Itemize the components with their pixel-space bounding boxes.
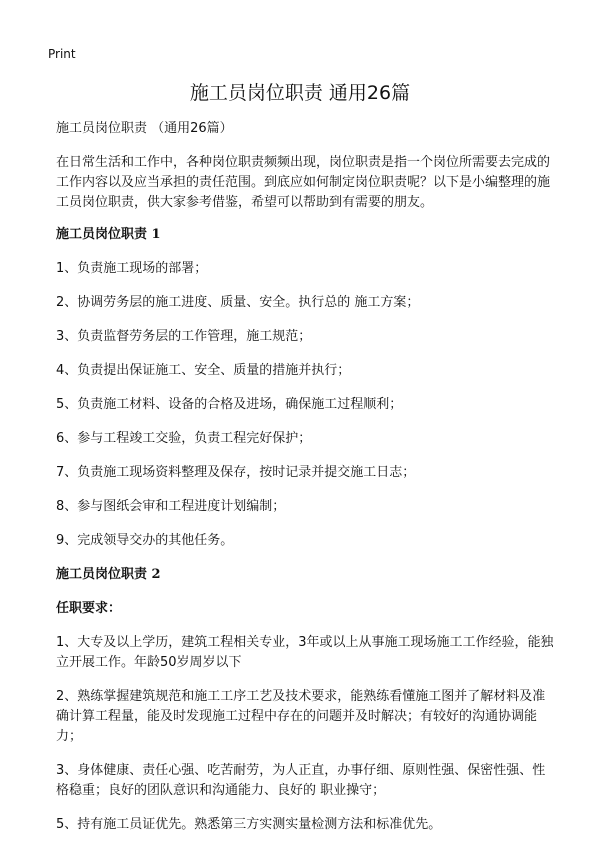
duty-item: 1、负责施工现场的部署； (56, 261, 208, 276)
duty-item: 9、完成领导交办的其他任务。 (56, 533, 234, 548)
document-title: 施工员岗位职责 通用26篇 (189, 82, 411, 104)
requirement-item: 2、熟练掌握建筑规范和施工工序工艺及技术要求，能熟练看懂施工图并了解材料及准确计算工程量，能及时发现施工过程中存在的问题并及时解决；有较好的沟通协调能力； (56, 689, 546, 744)
section-2-heading: 施工员岗位职责 2 (56, 567, 161, 582)
requirement-item: 5、持有施工员证优先。熟悉第三方实测实量检测方法和标准优先。 (56, 817, 442, 832)
duty-item: 6、参与工程竣工交验，负责工程完好保护； (56, 431, 312, 446)
duty-item: 4、负责提出保证施工、安全、质量的措施并执行； (56, 363, 351, 378)
section-2-requirements-list (56, 633, 554, 835)
duty-item: 2、协调劳务层的施工进度、质量、安全。执行总的 施工方案； (56, 295, 420, 310)
print-label[interactable]: Print (48, 47, 76, 61)
duty-item: 3、负责监督劳务层的工作管理，施工规范； (56, 329, 312, 344)
duty-item: 8、参与图纸会审和工程进度计划编制； (56, 499, 286, 514)
document-subtitle: 施工员岗位职责 （通用26篇） (56, 121, 233, 136)
document-body (56, 119, 554, 849)
requirement-item: 1、大专及以上学历，建筑工程相关专业，3年或以上从事施工现场施工工作经验，能独立开展工作。年龄50岁周岁以下 (56, 635, 554, 670)
intro-paragraph: 在日常生活和工作中，各种岗位职责频频出现，岗位职责是指一个岗位所需要去完成的工作内容以及应当承担的责任范围。到底应如何制定岗位职责呢？以下是小编整理的施工员岗位职责，供大家参考借鉴，希望可以帮助到有需要的朋友。 (56, 155, 551, 210)
requirement-item: 3、身体健康、责任心强、吃苦耐劳，为人正直，办事仔细、原则性强、保密性强、性格稳重；良好的团队意识和沟通能力、良好的 职业操守； (56, 763, 546, 798)
requirements-heading: 任职要求： (56, 601, 122, 616)
section-1-duty-list (56, 259, 554, 551)
duty-item: 5、负责施工材料、设备的合格及进场，确保施工过程顺利； (56, 397, 403, 412)
duty-item: 7、负责施工现场资料整理及保存，按时记录并提交施工日志； (56, 465, 416, 480)
section-1-heading: 施工员岗位职责 1 (56, 227, 161, 242)
